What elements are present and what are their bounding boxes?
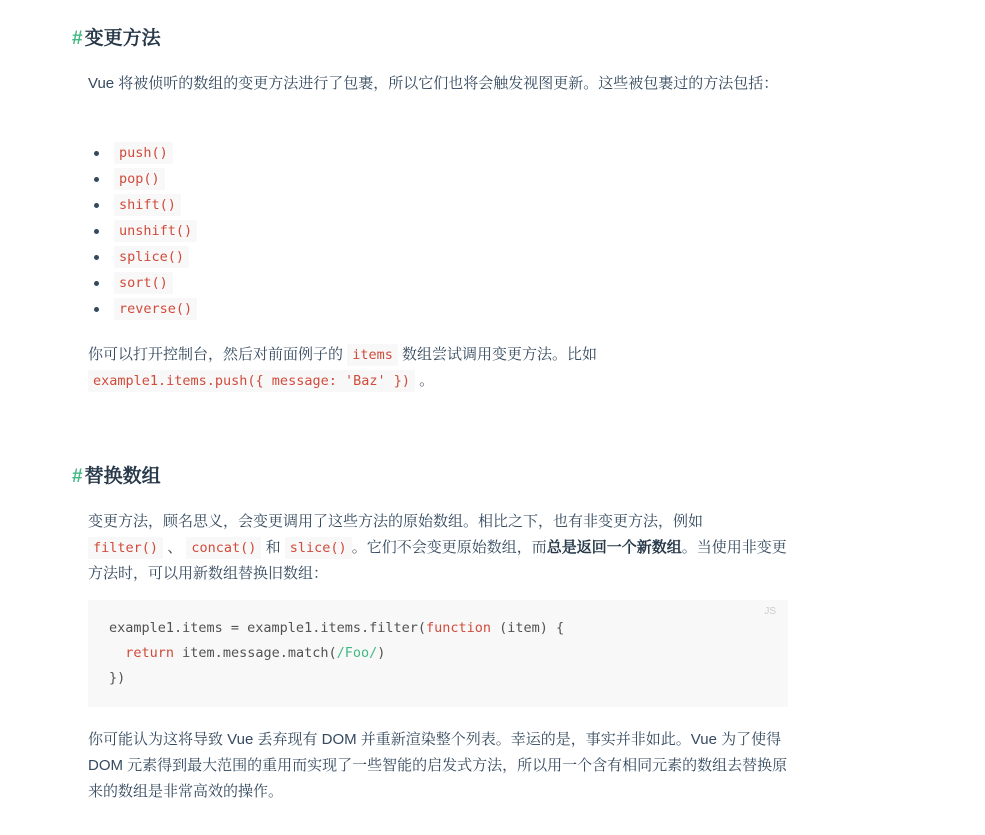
list-item [88, 140, 197, 166]
heading-anchor-link[interactable]: # [72, 466, 83, 487]
dom-reuse-paragraph: 你可能认为这将导致 Vue 丢弃现有 DOM 并重新渲染整个列表。幸运的是，事实并非如此。Vue 为了使得 DOM 元素得到最大范围的重用而实现了一些智能的启发式方法，所以用一个含有相同元素的数组去替换原来的数组是非常高效的操作。 [88, 731, 788, 800]
heading-title: 替换数组 [84, 466, 161, 487]
concat-code: concat() [186, 537, 261, 559]
method-code: unshift() [114, 220, 197, 242]
method-code: sort() [114, 272, 173, 294]
list-item [88, 166, 197, 192]
code-content: example1.items = example1.items.filter(function (item) { return item.message.match(/Foo/) }) [109, 620, 565, 686]
mutation-methods-list [88, 140, 197, 322]
heading-anchor-link[interactable]: # [72, 28, 83, 49]
method-code: splice() [114, 246, 189, 268]
items-code: items [347, 344, 398, 366]
code-language-label: JS [764, 606, 776, 617]
separator: 、 [167, 539, 183, 556]
push-example-code: example1.items.push({ message: 'Baz' }) [88, 370, 415, 392]
list-item [88, 296, 197, 322]
non-mutating-paragraph [88, 509, 788, 587]
list-item [88, 244, 197, 270]
try-console-paragraph [88, 342, 648, 394]
list-item [88, 270, 197, 296]
heading-title: 变更方法 [84, 28, 161, 49]
bold-emphasis: 总是返回一个新数组 [546, 539, 682, 556]
method-code: reverse() [114, 298, 197, 320]
method-code: shift() [114, 194, 181, 216]
list-item [88, 192, 197, 218]
slice-code: slice() [285, 537, 352, 559]
section-heading-mutation-methods [72, 27, 161, 51]
try-text: 数组尝试调用变更方法。比如 [402, 346, 598, 363]
method-code: push() [114, 142, 173, 164]
list-item [88, 218, 197, 244]
filter-code: filter() [88, 537, 163, 559]
try-text: 你可以打开控制台，然后对前面例子的 [88, 346, 344, 363]
section-heading-replacing-array [72, 465, 161, 489]
code-block [88, 600, 788, 707]
separator: 和 [265, 539, 281, 556]
para-text: 变更方法，顾名思义，会变更调用了这些方法的原始数组。相比之下，也有非变更方法，例如 [88, 513, 704, 530]
para-text: 。当使用非变更方法时，可以用新数组替换旧数组： [88, 539, 787, 582]
try-text: 。 [419, 372, 435, 389]
para-text: 。它们不会变更原始数组，而 [351, 539, 547, 556]
intro-paragraph: Vue 将被侦听的数组的变更方法进行了包裹，所以它们也将会触发视图更新。这些被包裹过的方法包括： [88, 75, 779, 92]
method-code: pop() [114, 168, 165, 190]
